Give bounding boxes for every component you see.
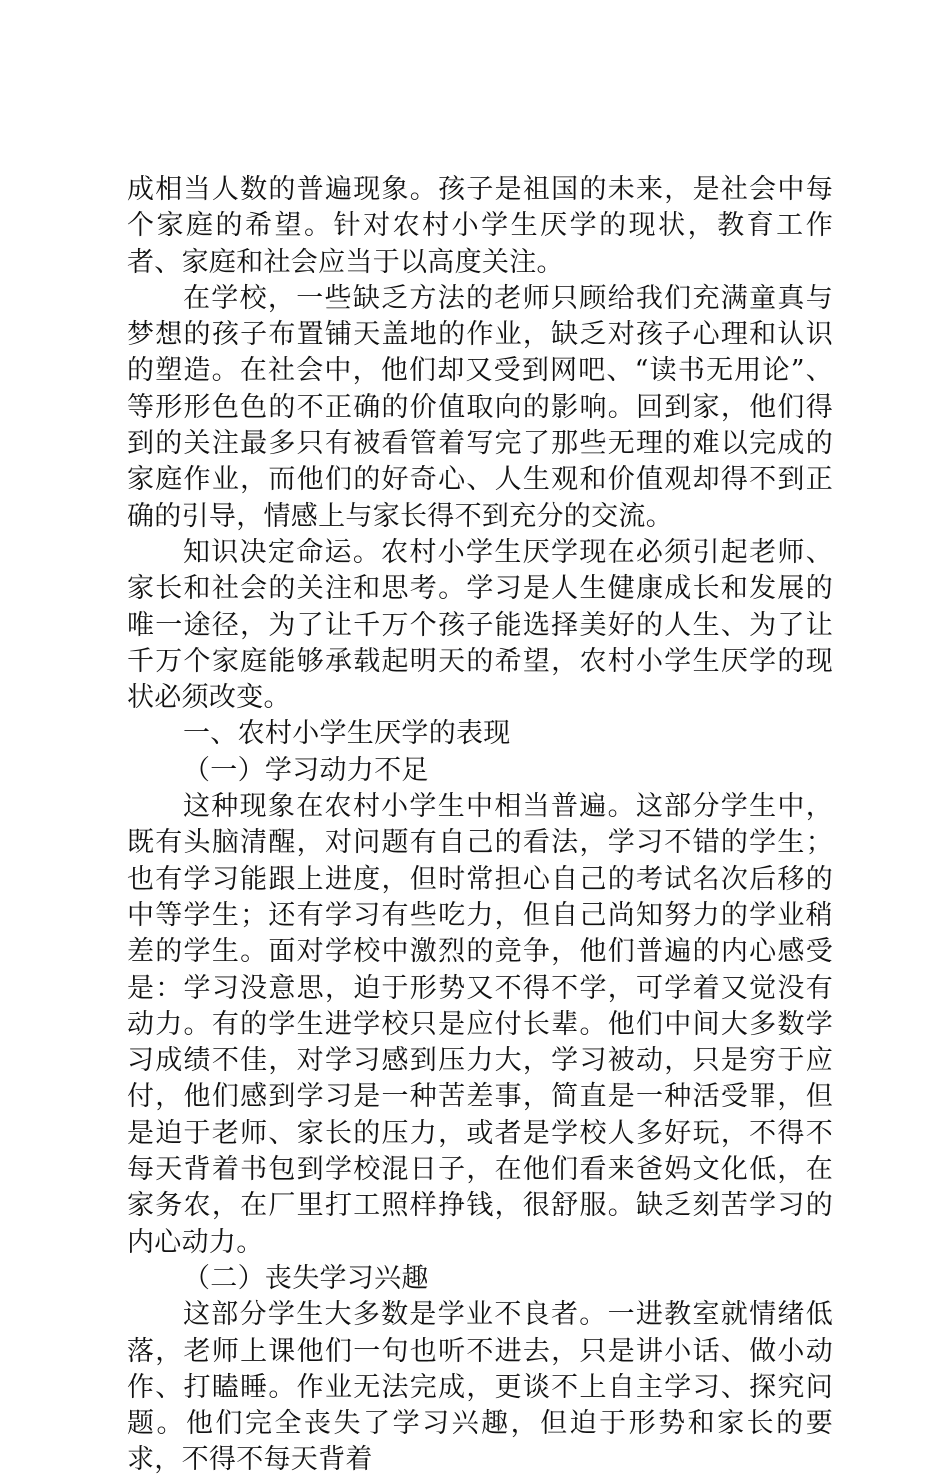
paragraph-knowledge-destiny: 知识决定命运。农村小学生厌学现在必须引起老师、家长和社会的关注和思考。学习是人生健康成长和发展的唯一途径，为了让千万个孩子能选择美好的人生、为了让千万个家庭能够承载起明天的希望，农村小学生厌学的现状必须改变。 (127, 536, 833, 714)
subsection-heading-2: （二）丧失学习兴趣 (183, 1262, 429, 1294)
paragraph-school-issues: 在学校，一些缺乏方法的老师只顾给我们充满童真与梦想的孩子布置铺天盖地的作业，缺乏对孩子心理和认识的塑造。在社会中，他们却又受到网吧、“读书无用论”、等形形色色的不正确的价值取向的影响。回到家，他们得到的关注最多只有被看管着写完了那些无理的难以完成的家庭作业，而他们的好奇心、人生观和价值观却得不到正确的引导，情感上与家长得不到充分的交流。 (127, 282, 833, 532)
paragraph-interest-loss: 这部分学生大多数是学业不良者。一进教室就情绪低落，老师上课他们一句也听不进去，只是讲小话、做小动作、打瞌睡。作业无法完成，更谈不上自主学习、探究问题。他们完全丧失了学习兴趣，但迫于形势和家长的要求，不得不每天背着 (127, 1299, 833, 1476)
document-body (127, 172, 833, 1479)
section-heading-1: 一、农村小学生厌学的表现 (183, 718, 511, 750)
subsection-heading-1: （一）学习动力不足 (183, 754, 429, 786)
paragraph-continuation: 成相当人数的普遍现象。孩子是祖国的未来，是社会中每个家庭的希望。针对农村小学生厌学的现状，教育工作者、家庭和社会应当于以高度关注。 (127, 174, 833, 278)
paragraph-motivation: 这种现象在农村小学生中相当普遍。这部分学生中，既有头脑清醒，对问题有自己的看法，学习不错的学生；也有学习能跟上进度，但时常担心自己的考试名次后移的中等学生；还有学习有些吃力，但自己尚知努力的学业稍差的学生。面对学校中激烈的竞争，他们普遍的内心感受是：学习没意思，迫于形势又不得不学，可学着又觉没有动力。有的学生进学校只是应付长辈。他们中间大多数学习成绩不佳，对学习感到压力大，学习被动，只是穷于应付，他们感到学习是一种苦差事，简直是一种活受罪，但是迫于老师、家长的压力，或者是学校人多好玩，不得不每天背着书包到学校混日子，在他们看来爸妈文化低，在家务农，在厂里打工照样挣钱，很舒服。缺乏刻苦学习的内心动力。 (127, 791, 833, 1258)
